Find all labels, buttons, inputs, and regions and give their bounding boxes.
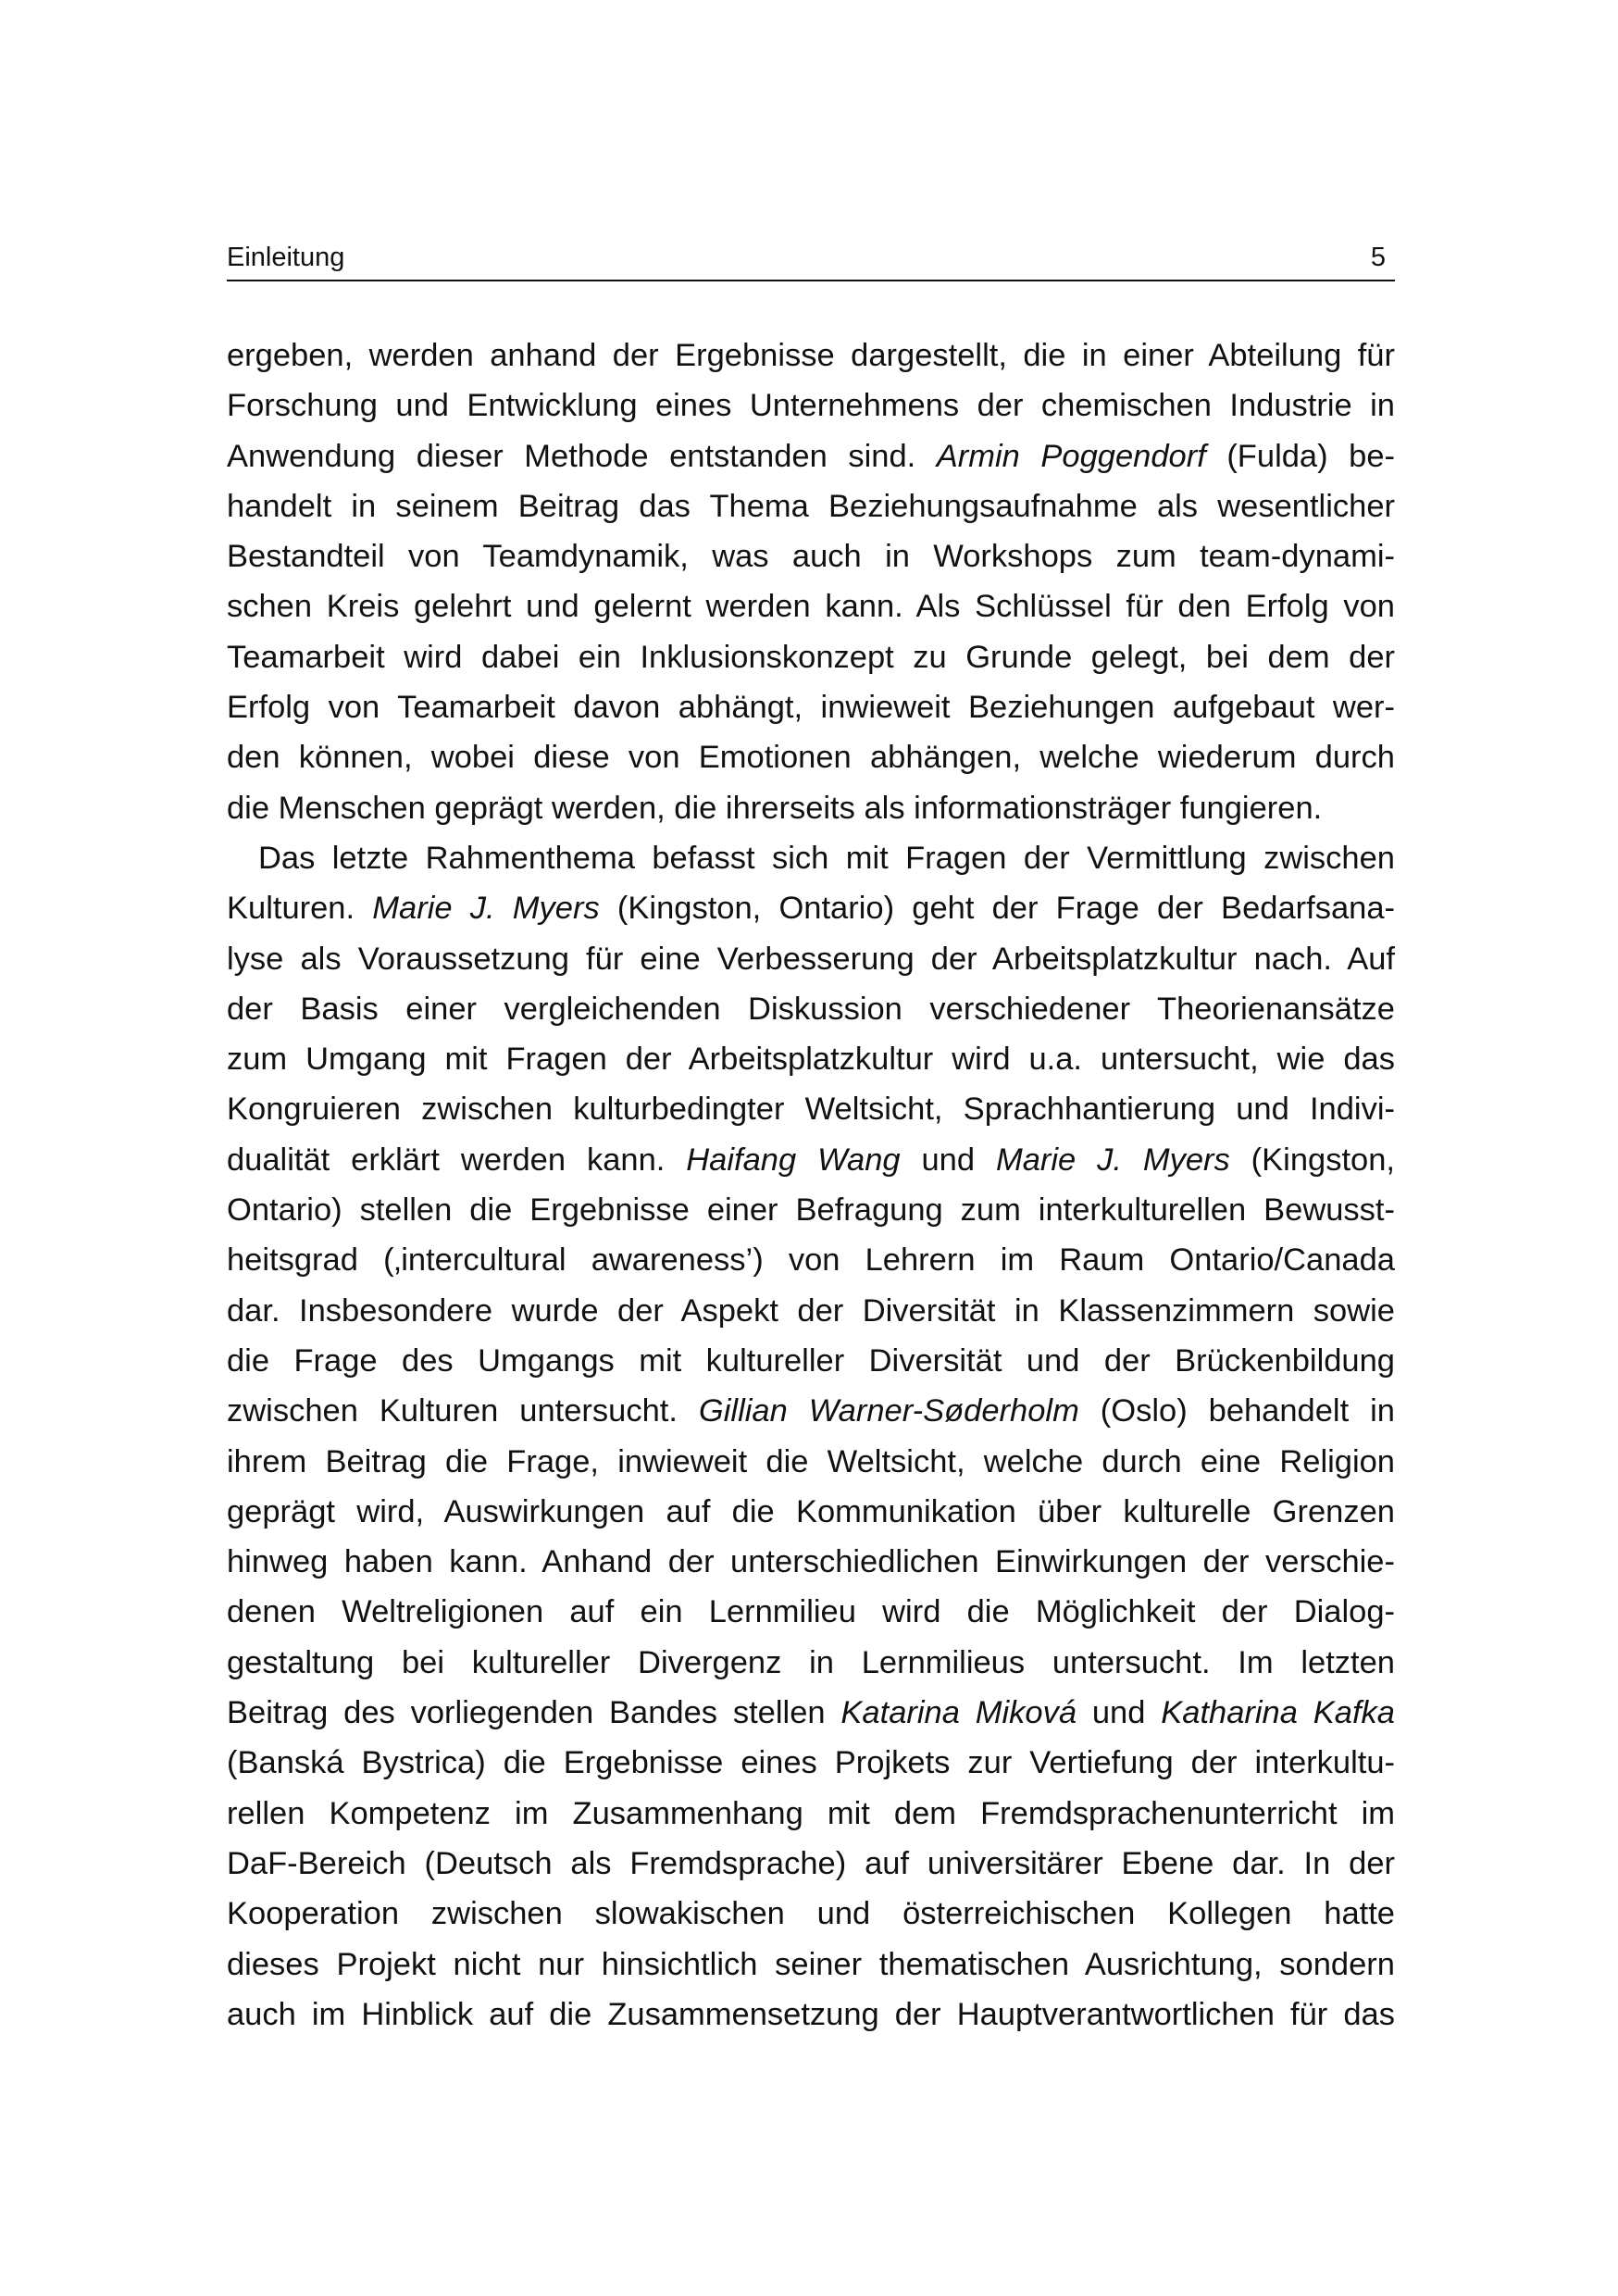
text-line	[227, 1839, 1395, 1889]
text-run: (Kingston,	[1229, 1142, 1395, 1178]
text-run: zum Umgang mit Fragen der Arbeitsplatzkultur wird u.a. untersucht, wie das	[227, 1042, 1395, 1078]
text-run: (Banská Bystrica) die Ergebnisse eines Projkets zur Vertiefung der interkultu-	[227, 1745, 1395, 1781]
author-name: Katharina Kafka	[1161, 1695, 1395, 1731]
text-line	[227, 783, 1395, 833]
text-run: und	[900, 1142, 996, 1178]
text-line	[227, 481, 1395, 531]
text-run: (Fulda) be-	[1205, 438, 1395, 474]
text-line	[227, 1386, 1395, 1436]
text-run: den können, wobei diese von Emotionen abhängen, welche wiederum durch	[227, 740, 1395, 776]
text-run: (Oslo) behandelt in	[1078, 1393, 1395, 1429]
text-line	[227, 1437, 1395, 1487]
body-text	[227, 331, 1395, 2040]
text-run: und	[1077, 1695, 1162, 1731]
text-line	[227, 632, 1395, 682]
text-run: Beitrag des vorliegenden Bandes stellen	[227, 1695, 841, 1731]
text-line	[227, 1587, 1395, 1637]
text-run: ihrem Beitrag die Frage, inwieweit die Weltsicht, welche durch eine Religion	[227, 1443, 1395, 1479]
text-run: lyse als Voraussetzung für eine Verbesserung der Arbeitsplatzkultur nach. Auf	[227, 941, 1395, 977]
page-number: 5	[1370, 243, 1386, 272]
text-line	[227, 1235, 1395, 1285]
text-run: Ontario) stellen die Ergebnisse einer Befragung zum interkulturellen Bewusst-	[227, 1192, 1395, 1229]
text-line	[227, 1336, 1395, 1386]
text-run: (Kingston, Ontario) geht der Frage der Bedarfsana-	[599, 891, 1395, 927]
text-run: Bestandteil von Teamdynamik, was auch in Workshops zum team-dynami-	[227, 539, 1395, 575]
text-run: Erfolg von Teamarbeit davon abhängt, inwieweit Beziehungen aufgebaut wer-	[227, 690, 1395, 726]
author-name: Marie J. Myers	[995, 1142, 1230, 1178]
text-run: handelt in seinem Beitrag das Thema Beziehungsaufnahme als wesentlicher	[227, 488, 1395, 524]
text-run: schen Kreis gelehrt und gelernt werden kann. Als Schlüssel für den Erfolg von	[227, 589, 1395, 625]
author-name: Katarina Miková	[840, 1695, 1077, 1731]
text-run: denen Weltreligionen auf ein Lernmilieu wird die Möglichkeit der Dialog-	[227, 1594, 1395, 1630]
text-run: rellen Kompetenz im Zusammenhang mit dem Fremdsprachenunterricht im	[227, 1795, 1395, 1831]
text-line	[227, 1185, 1395, 1235]
text-line	[227, 1487, 1395, 1537]
text-line	[227, 682, 1395, 732]
author-name: Haifang Wang	[686, 1142, 901, 1178]
text-run: hinweg haben kann. Anhand der unterschiedlichen Einwirkungen der verschie-	[227, 1544, 1395, 1580]
text-line	[227, 581, 1395, 631]
text-line	[227, 1084, 1395, 1134]
text-run: zwischen Kulturen untersucht.	[227, 1393, 699, 1429]
text-line	[227, 1940, 1395, 1990]
text-run: heitsgrad (‚intercultural awareness’) von Lehrern im Raum Ontario/Canada	[227, 1242, 1395, 1279]
text-line	[227, 732, 1395, 782]
author-name: Gillian Warner-Søderholm	[698, 1393, 1079, 1429]
text-line	[227, 531, 1395, 581]
text-run: dar. Insbesondere wurde der Aspekt der Diversität in Klassenzimmern sowie	[227, 1292, 1395, 1329]
text-run: Kongruieren zwischen kulturbedingter Weltsicht, Sprachhantierung und Indivi-	[227, 1092, 1395, 1128]
chapter-title: Einleitung	[227, 243, 345, 272]
text-run: Teamarbeit wird dabei ein Inklusionskonzept zu Grunde gelegt, bei dem der	[227, 639, 1395, 675]
running-head	[227, 243, 1395, 281]
text-line	[227, 1638, 1395, 1688]
text-line	[227, 331, 1395, 381]
text-run: DaF-Bereich (Deutsch als Fremdsprache) auf universitärer Ebene dar. In der	[227, 1845, 1395, 1881]
text-line	[227, 1889, 1395, 1939]
text-line	[227, 1688, 1395, 1738]
text-run: der Basis einer vergleichenden Diskussion verschiedener Theorienansätze	[227, 991, 1395, 1027]
text-run: Forschung und Entwicklung eines Unternehmens der chemischen Industrie in	[227, 388, 1395, 424]
text-run: dieses Projekt nicht nur hinsichtlich seiner thematischen Ausrichtung, sondern	[227, 1946, 1395, 1982]
text-run: gestaltung bei kultureller Divergenz in Lernmilieus untersucht. Im letzten	[227, 1644, 1395, 1680]
text-line	[227, 1286, 1395, 1336]
text-run: Kulturen.	[227, 891, 373, 927]
text-line	[227, 1537, 1395, 1587]
text-line	[227, 1034, 1395, 1084]
text-line	[227, 1789, 1395, 1839]
text-run: dualität erklärt werden kann.	[227, 1142, 687, 1178]
text-line	[227, 833, 1395, 883]
text-line	[227, 883, 1395, 933]
text-line	[227, 1738, 1395, 1788]
text-line	[227, 984, 1395, 1034]
author-name: Armin Poggendorf	[936, 438, 1206, 474]
text-run: Kooperation zwischen slowakischen und österreichischen Kollegen hatte	[227, 1896, 1395, 1932]
text-line	[227, 934, 1395, 984]
text-run: Das letzte Rahmenthema befasst sich mit Fragen der Vermittlung zwischen	[258, 840, 1395, 876]
text-line	[227, 1990, 1395, 2040]
text-run: geprägt wird, Auswirkungen auf die Kommunikation über kulturelle Grenzen	[227, 1493, 1395, 1529]
text-run: die Frage des Umgangs mit kultureller Diversität und der Brückenbildung	[227, 1342, 1395, 1379]
text-run: die Menschen geprägt werden, die ihrerseits als informationsträger fungieren.	[227, 790, 1323, 826]
text-line	[227, 381, 1395, 430]
author-name: Marie J. Myers	[372, 891, 600, 927]
text-run: Anwendung dieser Methode entstanden sind.	[227, 438, 937, 474]
text-line	[227, 431, 1395, 481]
text-run: ergeben, werden anhand der Ergebnisse dargestellt, die in einer Abteilung für	[227, 338, 1395, 373]
text-run: auch im Hinblick auf die Zusammensetzung der Hauptverantwortlichen für das	[227, 1996, 1395, 2032]
text-line	[227, 1135, 1395, 1185]
